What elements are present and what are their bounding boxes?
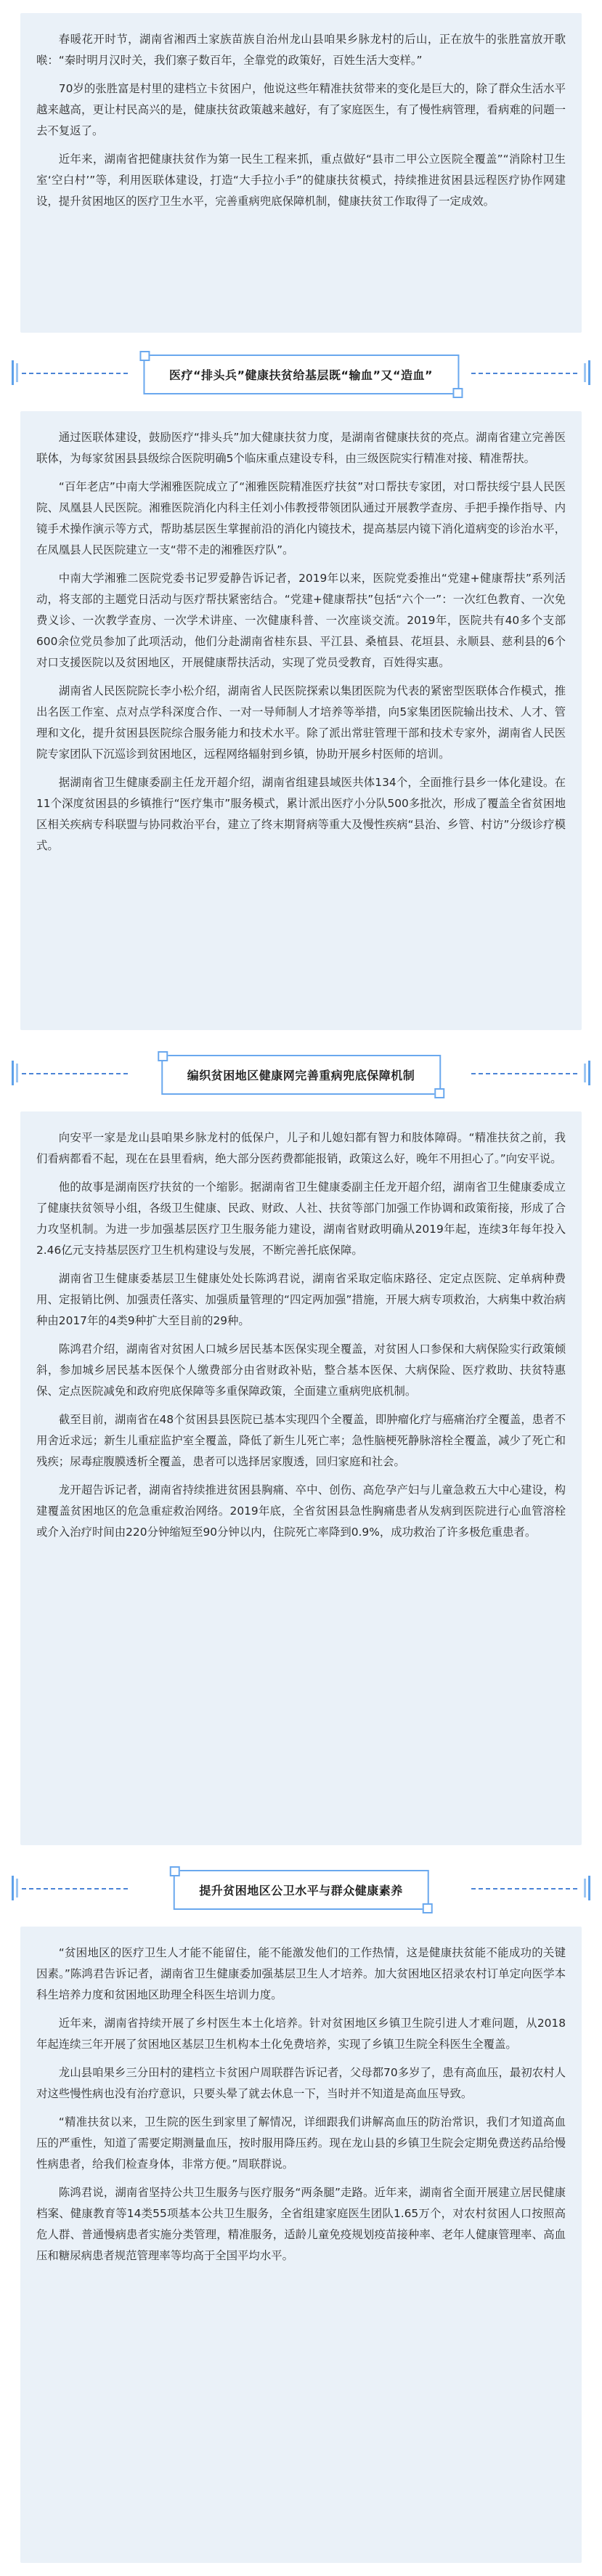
decor-bar: [12, 1061, 14, 1085]
decor-bar: [588, 1876, 590, 1900]
decor-bar: [16, 1064, 18, 1082]
intro-paragraph: 春暖花开时节，湖南省湘西土家族苗族自治州龙山县咱果乡脉龙村的后山，正在放牛的张胜富放开歌喉：“秦时明月汉时关，我们寨子数百年，全靠党的政策好，百姓生活大变样。”: [36, 33, 566, 67]
section-2-paragraph: 龙开超告诉记者，湖南省持续推进贫困县胸痛、卒中、创伤、高危孕产妇与儿童急救五大中心建设，构建覆盖贫困地区的危急重症救治网络。2019年底，全省贫困县急性胸痛患者从发病到医院进行心血管溶栓或介入治疗时间由220分钟缩短至90分钟以内，住院死亡率降到0.9%，成功救治了许多极危重患者。: [36, 1483, 566, 1539]
decor-bar: [584, 1064, 586, 1082]
section-1-paragraph: 据湖南省卫生健康委副主任龙开超介绍，湖南省组建县域医共体134个，全面推行县乡一体化建设。在11个深度贫困县的乡镇推行“医疗集市”服务模式，累计派出医疗小分队500多批次，形成了覆盖全省贫困地区相关疾病专科联盟与协同救治平台，建立了终末期肾病等重大及慢性疾病“县治、乡管、村访”分级诊疗模式。: [36, 776, 566, 852]
decor-dash-line: [471, 1888, 580, 1890]
decor-dash-line: [22, 373, 131, 374]
section-1-paragraph: 中南大学湘雅二医院党委书记罗爱静告诉记者，2019年以来，医院党委推出“党建+健康帮扶”系列活动，将支部的主题党日活动与医疗帮扶紧密结合。“党建+健康帮扶”包括“六个一”：一次红色教育、一次免费义诊、一次教学查房、一次学术讲座、一次健康科普、一次座谈交流。2019年，医院共有40多个支部600余位党员参加了此项活动，他们分赴湖南省桂东县、平江县、桑植县、花垣县、永顺县、慈利县的6个对口支援医院以及贫困地区，开展健康帮扶活动，实现了党员受教育，百姓得实惠。: [36, 572, 566, 669]
section-3-paragraph: “精准扶贫以来，卫生院的医生到家里了解情况，详细跟我们讲解高血压的防治常识，我们才知道高血压的严重性，知道了需要定期测量血压，按时服用降压药。现在龙山县的乡镇卫生院会定期免费送药品给慢性病患者，给我们检查身体，非常方便。”周联群说。: [36, 2115, 566, 2171]
section-1-title-frame: [143, 355, 459, 394]
section-2-box: [20, 1111, 582, 1845]
intro-box: [20, 13, 582, 333]
section-1-title: 医疗“排头兵”健康扶贫给基层既“输血”又“造血”: [168, 368, 434, 382]
decor-dash-line: [22, 1073, 131, 1074]
decor-bar: [588, 360, 590, 385]
section-3-paragraph: “贫困地区的医疗卫生人才能不能留住，能不能激发他们的工作热情，这是健康扶贫能不能成功的关键因素。”陈鸿君告诉记者，湖南省卫生健康委加强基层卫生人才培养。加大贫困地区招录农村订单定向医学本科生培养力度和贫困地区助理全科医生培训力度。: [36, 1946, 566, 2001]
section-2-paragraph: 陈鸿君介绍，湖南省对贫困人口城乡居民基本医保实现全覆盖，对贫困人口参保和大病保险实行政策倾斜，参加城乡居民基本医保个人缴费部分由省财政补贴，整合基本医保、大病保险、医疗救助、扶贫特惠保、定点医院减免和政府兜底保障等多重保障政策，全面建立重病兜底机制。: [36, 1342, 566, 1398]
section-2-header: [0, 1046, 602, 1101]
section-2-title: 编织贫困地区健康网完善重病兜底保障机制: [187, 1069, 415, 1082]
section-3-paragraph: 近年来，湖南省持续开展了乡村医生本土化培养。针对贫困地区乡镇卫生院引进人才难问题，从2018年起连续三年开展了贫困地区基层卫生机构本土化免费培养，实现了乡镇卫生院全科医生全覆盖。: [36, 2017, 566, 2051]
decor-dash-line: [471, 373, 580, 374]
decor-dash-line: [471, 1073, 580, 1074]
decor-bar: [584, 1879, 586, 1897]
section-2-paragraph: 向安平一家是龙山县咱果乡脉龙村的低保户，儿子和儿媳妇都有智力和肢体障碍。“精准扶贫之前，我们看病都看不起，现在在县里看病，绝大部分医药费都能报销，政策这么好，晚年不用担心了。”向安平说。: [36, 1131, 566, 1165]
section-3-title-frame: [173, 1870, 429, 1910]
section-2-paragraph: 他的故事是湖南医疗扶贫的一个缩影。据湖南省卫生健康委副主任龙开超介绍，湖南省卫生健康委成立了健康扶贫领导小组，各级卫生健康、民政、财政、人社、扶贫等部门加强工作协调和政策衔接，形成了合力攻坚机制。为进一步加强基层医疗卫生服务能力建设，湖南省财政明确从2019年起，连续3年每年投入2.46亿元支持基层医疗卫生机构建设与发展，不断完善托底保障。: [36, 1180, 566, 1257]
section-3-paragraph: 龙山县咱果乡三分田村的建档立卡贫困户周联群告诉记者，父母都70多岁了，患有高血压，最初农村人对这些慢性病也没有治疗意识，只要头晕了就去休息一下，当时并不知道是高血压导致。: [36, 2066, 566, 2100]
decor-bar: [588, 1061, 590, 1085]
section-1-header: [0, 346, 602, 401]
intro-paragraph: 近年来，湖南省把健康扶贫作为第一民生工程来抓，重点做好“县市二甲公立医院全覆盖”“消除村卫生室‘空白村’”等，利用医联体建设，打造“大手拉小手”的健康扶贫模式，持续推进贫困县远程医疗协作网建设，提升贫困地区的医疗卫生水平，完善重病兜底保障机制，健康扶贫工作取得了一定成效。: [36, 153, 566, 208]
section-2-paragraph: 截至目前，湖南省在48个贫困县县医院已基本实现四个全覆盖，即肿瘤化疗与癌痛治疗全覆盖，患者不用舍近求远；新生儿重症监护室全覆盖，降低了新生儿死亡率；急性脑梗死静脉溶栓全覆盖，减少了死亡和残疾；尿毒症腹膜透析全覆盖，患者可以选择居家腹透，回归家庭和社会。: [36, 1413, 566, 1468]
section-3-paragraph: 陈鸿君说，湖南省坚持公共卫生服务与医疗服务“两条腿”走路。近年来，湖南省全面开展建立居民健康档案、健康教育等14类55项基本公共卫生服务，全省组建家庭医生团队1.65万个，对农村贫困人口按照高危人群、普通慢病患者实施分类管理，精准服务，适龄儿童免疫规划疫苗接种率、老年人健康管理率、高血压和糖尿病患者规范管理率等均高于全国平均水平。: [36, 2186, 566, 2262]
decor-dash-line: [22, 1888, 131, 1890]
section-2-paragraph: 湖南省卫生健康委基层卫生健康处处长陈鸿君说，湖南省采取定临床路径、定定点医院、定单病种费用、定报销比例、加强责任落实、加强质量管理的“四定两加强”措施，开展大病专项救治，大病集中救治病种由2017年的4类9种扩大至目前的29种。: [36, 1272, 566, 1327]
section-1-box: [20, 411, 582, 1030]
decor-bar: [584, 363, 586, 382]
decor-bar: [12, 360, 14, 385]
decor-bar: [16, 363, 18, 382]
section-1-paragraph: “百年老店”中南大学湘雅医院成立了“湘雅医院精准医疗扶贫”对口帮扶专家团，对口帮扶绥宁县人民医院、凤凰县人民医院。湘雅医院消化内科主任刘小伟教授带领团队通过开展教学查房、手把手操作指导、内镜手术操作演示等方式，帮助基层医生掌握前沿的消化内镜技术，提高基层内镜下消化道病变的诊治水平，在凤凰县人民医院建立一支“带不走的湘雅医疗队”。: [36, 480, 566, 556]
intro-paragraph: 70岁的张胜富是村里的建档立卡贫困户，他说这些年精准扶贫带来的变化是巨大的，除了群众生活水平越来越高，更让村民高兴的是，健康扶贫政策越来越好，有了家庭医生，有了慢性病管理，看病难的问题一去不复返了。: [36, 82, 566, 137]
section-2-title-frame: [161, 1055, 442, 1095]
section-3-header: [0, 1861, 602, 1916]
section-1-paragraph: 湖南省人民医院院长李小松介绍，湖南省人民医院探索以集团医院为代表的紧密型医联体合作模式，推出名医工作室、点对点学科深度合作、一对一导师制人才培养等举措，向5家集团医院输出技术、人才、管理和文化，提升贫困县医院综合服务能力和技术水平。除了派出常驻管理干部和技术专家外，湖南省人民医院专家团队下沉巡诊到贫困地区，远程网络辐射到乡镇，协助开展乡村医师的培训。: [36, 684, 566, 761]
section-3-box: [20, 1927, 582, 2563]
section-1-paragraph: 通过医联体建设，鼓励医疗“排头兵”加大健康扶贫力度，是湖南省健康扶贫的亮点。湖南省建立完善医联体，为每家贫困县县级综合医院明确5个临床重点建设专科，由三级医院实行精准对接、精准帮扶。: [36, 431, 566, 465]
decor-bar: [12, 1876, 14, 1900]
section-3-title: 提升贫困地区公卫水平与群众健康素养: [199, 1884, 403, 1897]
decor-bar: [16, 1879, 18, 1897]
